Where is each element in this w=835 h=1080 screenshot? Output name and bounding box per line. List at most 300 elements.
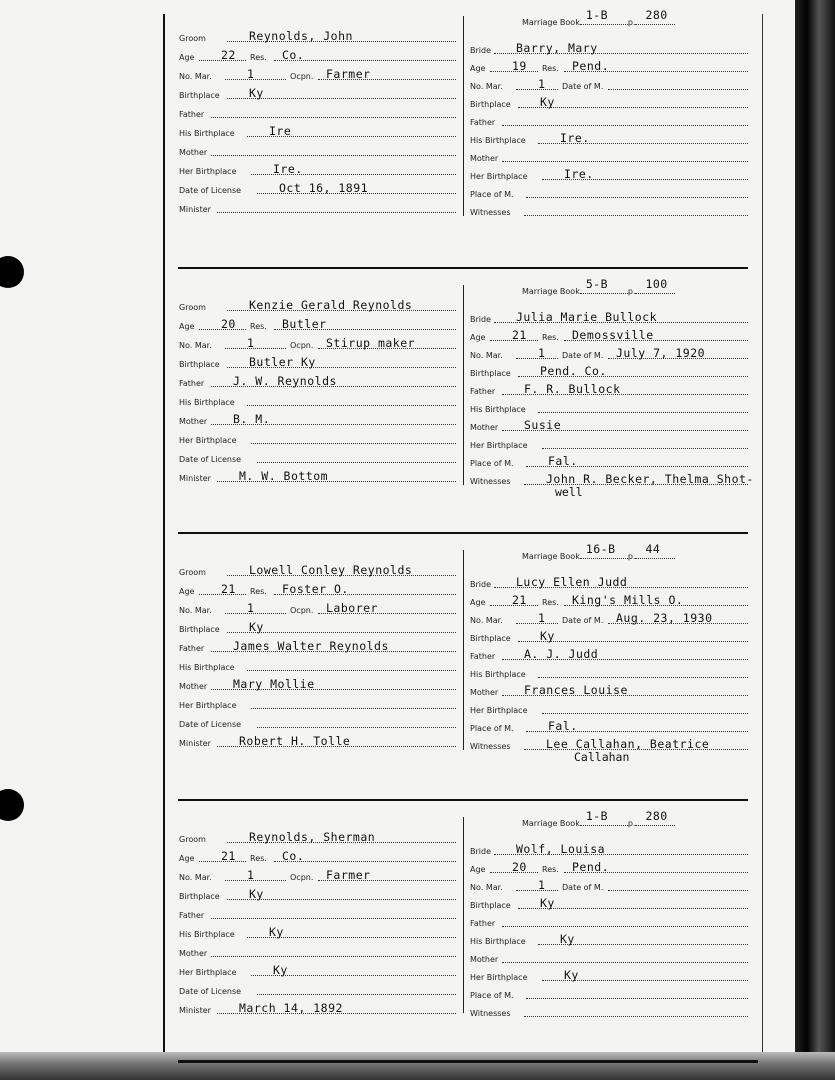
groom-label-minister: Minister [179,205,211,214]
groom-his_birthplace: Ire [269,124,292,138]
bride-label-place_of_m: Place of M. [470,991,514,1000]
bride-label-her_birthplace: Her Birthplace [470,973,528,982]
bride-row-name [470,307,748,326]
dotted-line [251,708,456,709]
dotted-line [635,277,675,294]
dotted-line [580,542,628,559]
bride-label-her_birthplace: Her Birthplace [470,441,528,450]
bride-label-no_mar: No. Mar. [470,82,503,91]
groom-row-her_birthplace [179,960,456,979]
bride-label-birthplace: Birthplace [470,100,511,109]
groom-no_mar: 1 [247,868,255,882]
groom-row-age [179,579,456,598]
bride-label-name: Bride [470,46,491,55]
bride-row-age [470,325,748,344]
bride-label-res: Res. [542,865,559,874]
bride-label-his_birthplace: His Birthplace [470,937,526,946]
dotted-line [608,89,748,90]
groom-birthplace: Butler Ky [249,355,316,369]
bride-row-father [470,644,748,663]
dotted-line [247,405,456,406]
groom-row-her_birthplace [179,159,456,178]
record-separator [178,532,748,534]
groom-label-her_birthplace: Her Birthplace [179,701,237,710]
groom-row-father [179,903,456,922]
bride-label-mother: Mother [470,154,499,163]
dotted-line [542,448,748,449]
bride-label-place_of_m: Place of M. [470,724,514,733]
groom-label-date_of_license: Date of License [179,186,242,195]
marriage-book-ref [522,542,675,561]
marriage-book-page: 44 [645,542,661,556]
groom-row-mother [179,409,456,428]
dotted-line [225,880,286,881]
bride-witnesses: John R. Becker, Thelma Shot- [546,472,754,486]
card-right-inner-edge [762,14,763,1070]
groom-label-his_birthplace: His Birthplace [179,930,235,939]
bride-row-name [470,38,748,57]
groom-name: Reynolds, John [249,29,353,43]
groom-name: Reynolds, Sherman [249,830,376,844]
groom-label-mother: Mother [179,682,208,691]
groom-his_birthplace: Ky [269,925,284,939]
groom-birthplace: Ky [249,86,264,100]
dotted-line [211,956,456,957]
groom-row-minister [179,731,456,750]
groom-label-mother: Mother [179,949,208,958]
bride-date_of_m: July 7, 1920 [616,346,706,360]
dotted-line [225,348,286,349]
record-column-divider [463,16,464,216]
groom-label-name: Groom [179,835,206,844]
groom-row-name [179,827,456,846]
groom-label-name: Groom [179,568,206,577]
bride-label-his_birthplace: His Birthplace [470,670,526,679]
groom-row-birthplace [179,83,456,102]
groom-row-no_mar [179,333,456,352]
bride-row-witnesses [470,200,748,219]
bride-label-his_birthplace: His Birthplace [470,405,526,414]
bride-label-witnesses: Witnesses [470,208,511,217]
groom-birthplace: Ky [249,620,264,634]
groom-row-date_of_license [179,447,456,466]
bride-birthplace: Ky [540,629,555,643]
groom-label-age: Age [179,587,195,596]
groom-no_mar: 1 [247,67,255,81]
groom-label-date_of_license: Date of License [179,987,242,996]
bride-label-res: Res. [542,333,559,342]
groom-birthplace: Ky [249,887,264,901]
groom-age: 20 [221,317,236,331]
bride-row-no_mar [470,74,748,93]
groom-label-father: Father [179,644,205,653]
bride-row-his_birthplace [470,662,748,681]
groom-label-no_mar: No. Mar. [179,341,212,350]
dotted-line [516,623,558,624]
groom-label-ocpn: Ocpn. [290,72,314,81]
bride-row-mother [470,680,748,699]
groom-row-name [179,26,456,45]
bride-father: F. R. Bullock [524,382,621,396]
bride-label-no_mar: No. Mar. [470,351,503,360]
groom-name: Kenzie Gerald Reynolds [249,298,413,312]
bride-father: A. J. Judd [524,647,599,661]
groom-row-age [179,45,456,64]
bride-age: 21 [512,593,527,607]
groom-res: Co. [282,48,305,62]
card-left-edge [163,14,165,1070]
groom-label-age: Age [179,53,195,62]
marriage-book-page: 280 [645,809,668,823]
groom-label-name: Groom [179,34,206,43]
groom-row-name [179,295,456,314]
bride-label-age: Age [470,865,486,874]
bride-name: Lucy Ellen Judd [516,575,628,589]
bride-label-father: Father [470,387,496,396]
bride-label-date_of_m: Date of M. [562,616,604,625]
marriage-book-page: 280 [645,8,668,22]
groom-label-father: Father [179,911,205,920]
bride-label-mother: Mother [470,688,499,697]
groom-row-minister [179,466,456,485]
groom-label-father: Father [179,379,205,388]
bride-label-date_of_m: Date of M. [562,82,604,91]
dotted-line [217,212,456,213]
groom-label-res: Res. [250,854,267,863]
groom-label-no_mar: No. Mar. [179,606,212,615]
bride-no_mar: 1 [538,77,546,91]
bride-row-father [470,379,748,398]
dotted-line [524,1016,748,1017]
bride-label-age: Age [470,64,486,73]
groom-label-birthplace: Birthplace [179,360,220,369]
card-bottom-line [178,1060,758,1063]
dotted-line [538,677,748,678]
marriage-book-number: 1-B [585,809,609,823]
dotted-line [211,155,456,156]
marriage-book-number: 16-B [585,542,616,556]
bride-birthplace: Ky [540,95,555,109]
record-column-divider [463,817,464,1013]
groom-no_mar: 1 [247,336,255,350]
bride-row-name [470,572,748,591]
groom-minister: M. W. Bottom [239,469,329,483]
punch-hole [0,256,24,288]
dotted-line [542,713,748,714]
dotted-line [257,994,456,995]
dotted-line [580,809,628,826]
bride-row-mother [470,415,748,434]
dotted-line [247,670,456,671]
groom-row-mother [179,674,456,693]
bride-label-date_of_m: Date of M. [562,351,604,360]
bride-row-birthplace [470,626,748,645]
bride-label-age: Age [470,333,486,342]
groom-label-date_of_license: Date of License [179,720,242,729]
bride-row-age [470,857,748,876]
bride-label-name: Bride [470,847,491,856]
groom-label-his_birthplace: His Birthplace [179,398,235,407]
groom-label-her_birthplace: Her Birthplace [179,968,237,977]
groom-label-no_mar: No. Mar. [179,72,212,81]
groom-label-age: Age [179,854,195,863]
bride-label-birthplace: Birthplace [470,901,511,910]
dotted-line [635,8,675,25]
bride-row-her_birthplace [470,433,748,452]
groom-row-father [179,102,456,121]
groom-row-birthplace [179,617,456,636]
bride-row-his_birthplace [470,128,748,147]
groom-row-date_of_license [179,178,456,197]
groom-mother: Mary Mollie [233,677,315,691]
groom-label-res: Res. [250,587,267,596]
bride-label-no_mar: No. Mar. [470,883,503,892]
bride-row-his_birthplace [470,929,748,948]
page-label: p. [627,287,636,296]
marriage-book-label: Marriage Book [522,18,580,27]
dotted-line [225,613,286,614]
groom-res: Co. [282,849,305,863]
groom-label-res: Res. [250,322,267,331]
bride-birthplace: Ky [540,896,555,910]
groom-her_birthplace: Ire. [273,162,303,176]
bride-row-father [470,110,748,129]
bride-her_birthplace: Ire. [564,167,594,181]
bride-row-age [470,56,748,75]
groom-row-no_mar [179,865,456,884]
groom-label-minister: Minister [179,739,211,748]
dotted-line [580,277,628,294]
groom-row-his_birthplace [179,121,456,140]
dotted-line [257,462,456,463]
marriage-book-ref [522,8,675,27]
bride-row-age [470,590,748,609]
bride-label-her_birthplace: Her Birthplace [470,172,528,181]
marriage-book-label: Marriage Book [522,819,580,828]
bride-row-no_mar [470,608,748,627]
bride-label-no_mar: No. Mar. [470,616,503,625]
groom-label-birthplace: Birthplace [179,625,220,634]
bride-row-birthplace [470,893,748,912]
groom-row-his_birthplace [179,922,456,941]
groom-row-minister [179,998,456,1017]
bride-label-age: Age [470,598,486,607]
bride-name: Julia Marie Bullock [516,310,658,324]
bride-row-place_of_m [470,182,748,201]
bride-row-no_mar [470,343,748,362]
marriage-book-ref [522,277,675,296]
bride-label-res: Res. [542,598,559,607]
bride-no_mar: 1 [538,878,546,892]
bride-witnesses-continued: well [555,485,583,499]
bride-label-father: Father [470,919,496,928]
dotted-line [526,998,748,999]
bride-row-witnesses [470,469,754,488]
groom-label-her_birthplace: Her Birthplace [179,167,237,176]
dotted-line [502,125,748,126]
groom-minister: Robert H. Tolle [239,734,351,748]
bride-label-his_birthplace: His Birthplace [470,136,526,145]
bride-no_mar: 1 [538,611,546,625]
marriage-book-label: Marriage Book [522,552,580,561]
groom-father: James Walter Reynolds [233,639,389,653]
bride-label-name: Bride [470,580,491,589]
bride-res: Pend. [572,59,610,73]
groom-row-name [179,560,456,579]
groom-row-date_of_license [179,712,456,731]
groom-label-name: Groom [179,303,206,312]
dotted-line [635,542,675,559]
groom-father: J. W. Reynolds [233,374,337,388]
scan-bottom-edge [0,1052,835,1080]
page-label: p. [627,819,636,828]
bride-label-place_of_m: Place of M. [470,190,514,199]
dotted-line [225,79,286,80]
bride-label-mother: Mother [470,423,499,432]
groom-row-age [179,314,456,333]
groom-label-birthplace: Birthplace [179,892,220,901]
dotted-line [502,161,748,162]
bride-witnesses: Lee Callahan, Beatrice [546,737,710,751]
groom-age: 21 [221,582,236,596]
groom-label-minister: Minister [179,474,211,483]
groom-row-birthplace [179,352,456,371]
groom-label-ocpn: Ocpn. [290,606,314,615]
bride-row-her_birthplace [470,965,748,984]
bride-name: Wolf, Louisa [516,842,606,856]
groom-label-his_birthplace: His Birthplace [179,129,235,138]
bride-place_of_m: Fal. [548,454,578,468]
groom-no_mar: 1 [247,601,255,615]
bride-label-birthplace: Birthplace [470,634,511,643]
groom-age: 22 [221,48,236,62]
groom-label-minister: Minister [179,1006,211,1015]
bride-witnesses-continued: Callahan [574,750,630,764]
bride-mother: Susie [524,418,562,432]
bride-label-witnesses: Witnesses [470,477,511,486]
bride-row-birthplace [470,92,748,111]
punch-hole [0,789,24,821]
bride-row-place_of_m [470,451,748,470]
groom-row-her_birthplace [179,693,456,712]
bride-res: Demossville [572,328,654,342]
groom-label-res: Res. [250,53,267,62]
groom-label-ocpn: Ocpn. [290,873,314,882]
bride-label-place_of_m: Place of M. [470,459,514,468]
bride-label-name: Bride [470,315,491,324]
groom-label-birthplace: Birthplace [179,91,220,100]
groom-row-age [179,846,456,865]
groom-label-father: Father [179,110,205,119]
bride-label-witnesses: Witnesses [470,1009,511,1018]
record-separator [178,799,748,801]
dotted-line [502,962,748,963]
bride-res: Pend. [572,860,610,874]
dotted-line [635,809,675,826]
bride-row-mother [470,947,748,966]
groom-ocpn: Stirup maker [326,336,416,350]
groom-ocpn: Farmer [326,868,371,882]
groom-label-ocpn: Ocpn. [290,341,314,350]
dotted-line [502,926,748,927]
dotted-line [516,89,558,90]
groom-row-no_mar [179,598,456,617]
groom-label-no_mar: No. Mar. [179,873,212,882]
bride-label-her_birthplace: Her Birthplace [470,706,528,715]
groom-res: Foster O. [282,582,349,596]
bride-row-her_birthplace [470,698,748,717]
marriage-book-number: 1-B [585,8,609,22]
dotted-line [580,8,628,25]
bride-row-birthplace [470,361,748,380]
bride-name: Barry, Mary [516,41,598,55]
bride-row-her_birthplace [470,164,748,183]
bride-row-his_birthplace [470,397,748,416]
marriage-book-number: 5-B [585,277,609,291]
groom-date_of_license: Oct 16, 1891 [279,181,369,195]
bride-label-birthplace: Birthplace [470,369,511,378]
bride-label-date_of_m: Date of M. [562,883,604,892]
bride-row-witnesses [470,1001,748,1020]
marriage-book-ref [522,809,675,828]
groom-res: Butler [282,317,327,331]
groom-row-date_of_license [179,979,456,998]
groom-row-father [179,636,456,655]
groom-row-father [179,371,456,390]
bride-row-mother [470,146,748,165]
bride-mother: Frances Louise [524,683,628,697]
bride-label-mother: Mother [470,955,499,964]
bride-place_of_m: Fal. [548,719,578,733]
bride-row-place_of_m [470,716,748,735]
groom-label-her_birthplace: Her Birthplace [179,436,237,445]
dotted-line [251,443,456,444]
bride-label-father: Father [470,118,496,127]
dotted-line [608,890,748,891]
bride-res: King's Mills O. [572,593,684,607]
dotted-line [516,890,558,891]
bride-label-res: Res. [542,64,559,73]
bride-row-father [470,911,748,930]
dotted-line [211,918,456,919]
groom-label-date_of_license: Date of License [179,455,242,464]
bride-no_mar: 1 [538,346,546,360]
groom-mother: B. M. [233,412,271,426]
page-label: p. [627,552,636,561]
dotted-line [538,412,748,413]
bride-age: 21 [512,328,527,342]
dotted-line [211,117,456,118]
groom-row-mother [179,941,456,960]
record-separator [178,267,748,269]
bride-row-name [470,839,748,858]
marriage-book-page: 100 [645,277,668,291]
groom-row-his_birthplace [179,655,456,674]
bride-age: 19 [512,59,527,73]
scan-right-edge [795,0,835,1080]
dotted-line [524,215,748,216]
groom-row-his_birthplace [179,390,456,409]
bride-his_birthplace: Ky [560,932,575,946]
groom-ocpn: Laborer [326,601,378,615]
groom-row-birthplace [179,884,456,903]
record-column-divider [463,285,464,485]
groom-label-his_birthplace: His Birthplace [179,663,235,672]
groom-label-age: Age [179,322,195,331]
groom-row-mother [179,140,456,159]
groom-minister: March 14, 1892 [239,1001,343,1015]
bride-label-witnesses: Witnesses [470,742,511,751]
